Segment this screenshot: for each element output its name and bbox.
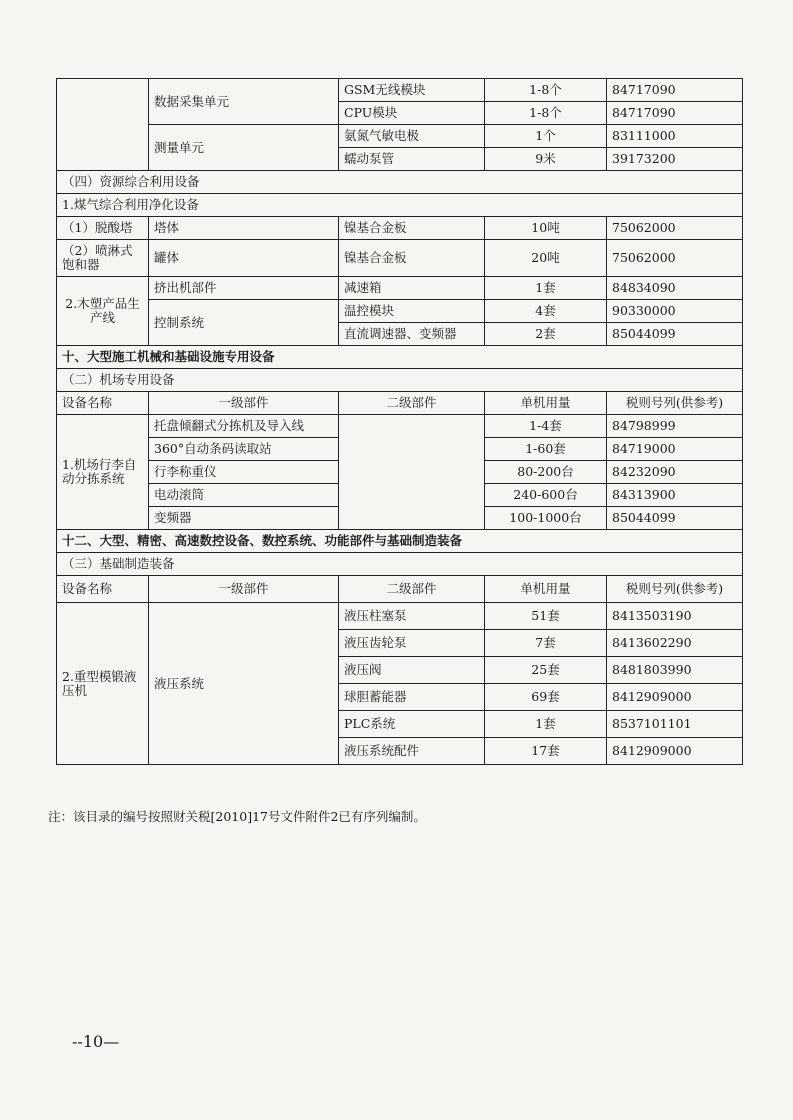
- subsection-heading: （二）机场专用设备: [57, 369, 743, 392]
- table-cell: 1-4套: [485, 415, 607, 438]
- table-cell: 8413602290: [607, 630, 743, 657]
- table-cell: 液压柱塞泵: [339, 603, 485, 630]
- table-row: [57, 530, 743, 553]
- table-row: [57, 217, 743, 240]
- table-cell: 1-8个: [485, 79, 607, 102]
- table-row: [57, 300, 743, 323]
- table-cell: 1.机场行李自动分拣系统: [57, 415, 149, 530]
- table-row: [57, 277, 743, 300]
- table-cell: 360°自动条码读取站: [149, 438, 339, 461]
- table-cell: 80-200台: [485, 461, 607, 484]
- table-cell: 85044099: [607, 323, 743, 346]
- table-cell: 镍基合金板: [339, 217, 485, 240]
- page-number: --10—: [72, 1032, 120, 1051]
- table-cell: 1套: [485, 277, 607, 300]
- table-row: [57, 603, 743, 630]
- table-cell: 变频器: [149, 507, 339, 530]
- table-cell: 100-1000台: [485, 507, 607, 530]
- table-cell: 镍基合金板: [339, 240, 485, 277]
- table-cell: 液压系统: [149, 603, 339, 765]
- table-cell: 84717090: [607, 102, 743, 125]
- table-cell: 75062000: [607, 240, 743, 277]
- table-cell: 84232090: [607, 461, 743, 484]
- table-header-row: [57, 576, 743, 603]
- table-cell: PLC系统: [339, 711, 485, 738]
- table-cell: 20吨: [485, 240, 607, 277]
- subsection-heading: （三）基础制造装备: [57, 553, 743, 576]
- footnote: 注：该目录的编号按照财关税[2010]17号文件附件2已有序列编制。: [48, 809, 426, 824]
- header-qty: 单机用量: [485, 392, 607, 415]
- table-row: [57, 240, 743, 277]
- table-cell: 球胆蓄能器: [339, 684, 485, 711]
- table-row: [57, 346, 743, 369]
- table-cell: （1）脱酸塔: [57, 217, 149, 240]
- table-row: [57, 171, 743, 194]
- table-cell: 数据采集单元: [149, 79, 339, 125]
- table-cell: 行李称重仪: [149, 461, 339, 484]
- table-cell: 1个: [485, 125, 607, 148]
- table-cell: 17套: [485, 738, 607, 765]
- table-cell: 90330000: [607, 300, 743, 323]
- table-cell: 84313900: [607, 484, 743, 507]
- header-device: 设备名称: [57, 392, 149, 415]
- section-heading: 十、大型施工机械和基础设施专用设备: [57, 346, 743, 369]
- table-cell: 84717090: [607, 79, 743, 102]
- table-cell: 托盘倾翻式分拣机及导入线: [149, 415, 339, 438]
- table-cell: 挤出机部件: [149, 277, 339, 300]
- table-cell: 83111000: [607, 125, 743, 148]
- table-cell: 9米: [485, 148, 607, 171]
- table-cell: 25套: [485, 657, 607, 684]
- header-part2: 二级部件: [339, 392, 485, 415]
- table-cell: 69套: [485, 684, 607, 711]
- table-cell: 8412909000: [607, 684, 743, 711]
- table-row: [57, 553, 743, 576]
- table-cell: 75062000: [607, 217, 743, 240]
- section-heading: 十二、大型、精密、高速数控设备、数控系统、功能部件与基础制造装备: [57, 530, 743, 553]
- table-cell: 84798999: [607, 415, 743, 438]
- table-cell: 液压齿轮泵: [339, 630, 485, 657]
- table-cell: 电动滚筒: [149, 484, 339, 507]
- table-cell: 84834090: [607, 277, 743, 300]
- table-cell: 51套: [485, 603, 607, 630]
- table-cell: 减速箱: [339, 277, 485, 300]
- table-cell: 8481803990: [607, 657, 743, 684]
- table-cell: 塔体: [149, 217, 339, 240]
- equipment-table: [56, 78, 743, 765]
- table-cell: 2.重型模锻液压机: [57, 603, 149, 765]
- section-heading: （四）资源综合利用设备: [57, 171, 743, 194]
- header-qty: 单机用量: [485, 576, 607, 603]
- table-cell: 1-8个: [485, 102, 607, 125]
- table-cell: 84719000: [607, 438, 743, 461]
- table-cell: [57, 79, 149, 171]
- table-cell: 39173200: [607, 148, 743, 171]
- table-cell: 罐体: [149, 240, 339, 277]
- table-row: [57, 79, 743, 102]
- table-cell: 2.木塑产品生产线: [57, 277, 149, 346]
- table-cell: 液压阀: [339, 657, 485, 684]
- table-cell: 7套: [485, 630, 607, 657]
- table-cell: 测量单元: [149, 125, 339, 171]
- table-cell: 控制系统: [149, 300, 339, 346]
- table-cell: 4套: [485, 300, 607, 323]
- table-cell: CPU模块: [339, 102, 485, 125]
- table-row: [57, 369, 743, 392]
- table-cell: 1-60套: [485, 438, 607, 461]
- table-cell: 氨氮气敏电极: [339, 125, 485, 148]
- header-part2: 二级部件: [339, 576, 485, 603]
- table-cell: 蠕动泵管: [339, 148, 485, 171]
- table-row: [57, 194, 743, 217]
- table-cell: 8413503190: [607, 603, 743, 630]
- header-code: 税则号列(供参考): [607, 576, 743, 603]
- table-row: [57, 125, 743, 148]
- table-cell: 8537101101: [607, 711, 743, 738]
- table-cell: 2套: [485, 323, 607, 346]
- header-part1: 一级部件: [149, 392, 339, 415]
- table-cell: （2）喷淋式饱和器: [57, 240, 149, 277]
- table-cell: [339, 415, 485, 530]
- header-code: 税则号列(供参考): [607, 392, 743, 415]
- table-header-row: [57, 392, 743, 415]
- header-part1: 一级部件: [149, 576, 339, 603]
- table-cell: 8412909000: [607, 738, 743, 765]
- table-cell: 10吨: [485, 217, 607, 240]
- table-row: [57, 415, 743, 438]
- table-cell: 直流调速器、变频器: [339, 323, 485, 346]
- table-cell: GSM无线模块: [339, 79, 485, 102]
- table-cell: 1套: [485, 711, 607, 738]
- table-cell: 85044099: [607, 507, 743, 530]
- subsection-heading: 1.煤气综合利用净化设备: [57, 194, 743, 217]
- table-cell: 温控模块: [339, 300, 485, 323]
- table-cell: 240-600台: [485, 484, 607, 507]
- header-device: 设备名称: [57, 576, 149, 603]
- table-cell: 液压系统配件: [339, 738, 485, 765]
